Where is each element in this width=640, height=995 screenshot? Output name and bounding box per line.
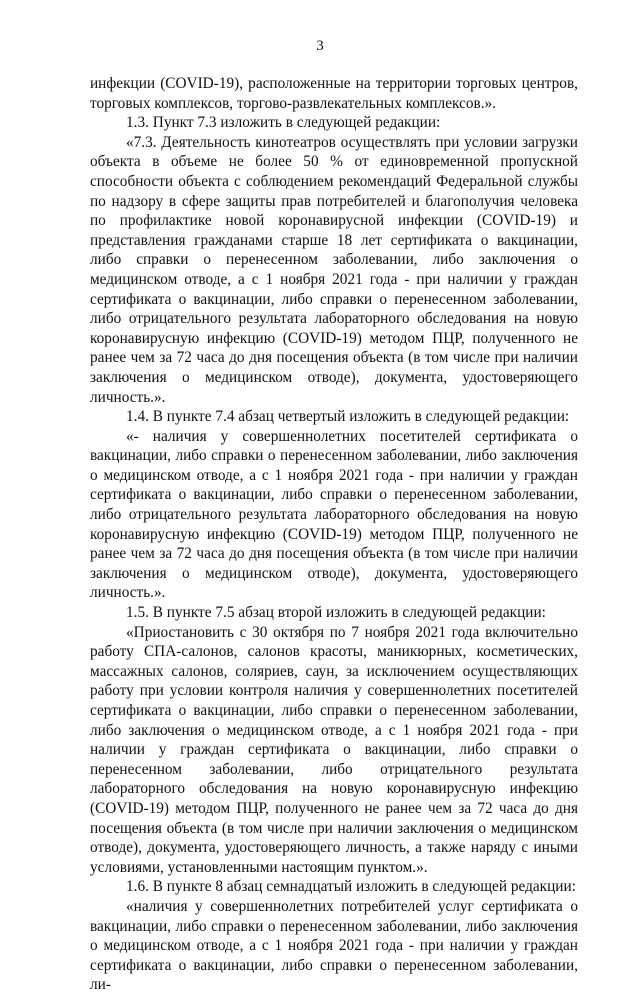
page-number: 3: [316, 38, 324, 54]
paragraph-7-3-text: «7.3. Деятельность кинотеатров осуществлять при условии загрузки объекта в объеме не более 50 % от единовременной пропускной способности объекта с соблюдением рекомендаций Федеральной службы по надзору в сфере защиты прав потребителей и благополучия человека по профилактике новой коронавирусной инфекции (COVID-19) и представления гражданами старше 18 лет сертификата о вакцинации, либо справки о перенесенном заболевании, либо заключения о медицинском отводе, а с 1 ноября 2021 года - при наличии у граждан сертификата о вакцинации, либо справки о перенесенном заболевании, либо отрицательного результата лабораторного обследования на новую коронавирусную инфекцию (COVID-19) методом ПЦР, полученного не ранее чем за 72 часа до дня посещения объекта (в том числе при наличии заключения о медицинском отводе), документа, удостоверяющего личность.».: [90, 133, 578, 406]
paragraph-1-6-heading: 1.6. В пункте 8 абзац семнадцатый изложить в следующей редакции:: [126, 878, 576, 896]
paragraph-1-3-heading: 1.3. Пункт 7.3 изложить в следующей редакции:: [126, 114, 441, 132]
paragraph-8-text: «наличия у совершеннолетних потребителей услуг сертификата о вакцинации, либо справки о перенесенном заболевании, либо заключения о медицинском отводе, а с 1 ноября 2021 года - при наличии у граждан сертификата о вакцинации, либо справки о перенесенном заболевании, ли-: [90, 897, 578, 994]
paragraph-1-4-heading: 1.4. В пункте 7.4 абзац четвертый изложить в следующей редакции:: [126, 408, 570, 426]
document-body: [90, 74, 578, 995]
paragraph-7-4-text: «- наличия у совершеннолетних посетителей сертификата о вакцинации, либо справки о перенесенном заболевании, либо заключения о медицинском отводе, а с 1 ноября 2021 года - при наличии у граждан сертификата о вакцинации, либо справки о перенесенном заболевании, либо отрицательного результата лабораторного обследования на новую коронавирусную инфекцию (COVID-19) методом ПЦР, полученного не ранее чем за 72 часа до дня посещения объекта (в том числе при наличии заключения о медицинском отводе), документа, удостоверяющего личность.».: [90, 427, 578, 602]
paragraph-1-5-heading: 1.5. В пункте 7.5 абзац второй изложить в следующей редакции:: [126, 604, 546, 622]
paragraph-7-5-text: «Приостановить с 30 октября по 7 ноября 2021 года включительно работу СПА-салонов, салонов красоты, маникюрных, косметических, массажных салонов, соляриев, саун, за исключением осуществляющих работу при условии контроля наличия у совершеннолетних посетителей сертификата о вакцинации, либо справки о перенесенном заболевании, либо заключения о медицинском отводе, а с 1 ноября 2021 года - при наличии у граждан сертификата о вакцинации, либо справки о перенесенном заболевании, либо отрицательного результата лабораторного обследования на новую коронавирусную инфекцию (COVID-19) методом ПЦР, полученного не ранее чем за 72 часа до дня посещения объекта (в том числе при наличии заключения о медицинском отводе), документа, удостоверяющего личность, а также наряду с иными условиями, установленными настоящим пунктом.».: [90, 623, 578, 876]
paragraph-continuation: инфекции (COVID-19), расположенные на территории торговых центров, торговых комплексов, торгово-развлекательных комплексов.».: [90, 75, 578, 112]
